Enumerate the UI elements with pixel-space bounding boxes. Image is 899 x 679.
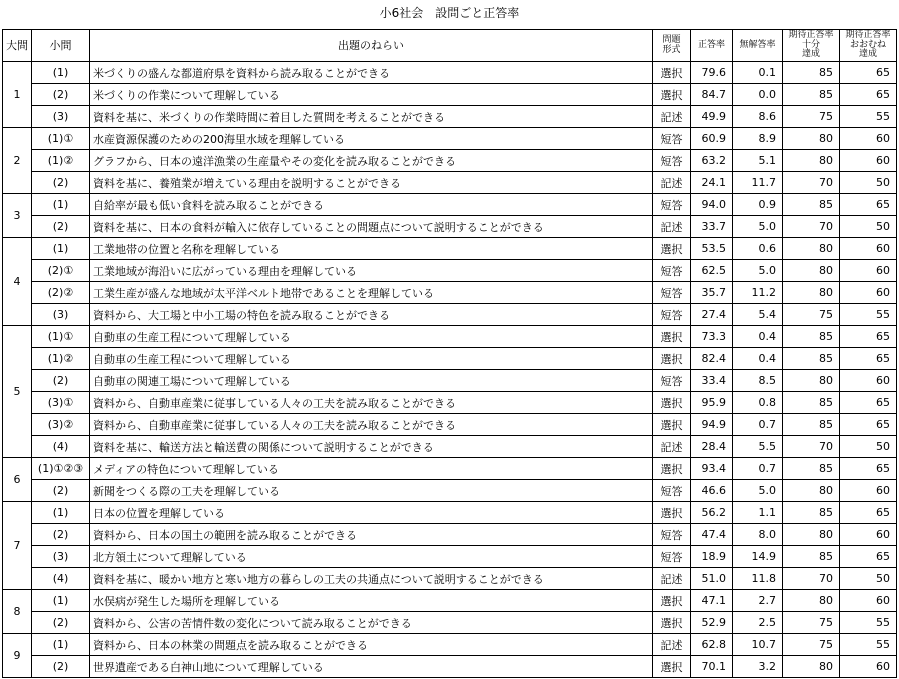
table-row xyxy=(3,524,897,546)
seito-cell: 33.4 xyxy=(691,370,733,392)
kitai-jubun-cell: 80 xyxy=(783,238,840,260)
sho-cell: (2) xyxy=(32,216,90,238)
seito-cell: 62.8 xyxy=(691,634,733,656)
nerai-cell: 資料を基に、日本の食料が輸入に依存していることの問題点について説明することができる xyxy=(90,216,653,238)
kitai-jubun-cell: 85 xyxy=(783,194,840,216)
kitai-oomune-cell: 60 xyxy=(840,260,897,282)
table-row xyxy=(3,238,897,260)
kitai-oomune-cell: 50 xyxy=(840,436,897,458)
table-row xyxy=(3,304,897,326)
kitai-jubun-cell: 85 xyxy=(783,84,840,106)
sho-cell: (2) xyxy=(32,612,90,634)
table-row xyxy=(3,436,897,458)
kitai-jubun-cell: 80 xyxy=(783,524,840,546)
sho-cell: (2) xyxy=(32,172,90,194)
kitai-jubun-cell: 80 xyxy=(783,282,840,304)
kitai-oomune-cell: 65 xyxy=(840,392,897,414)
keishiki-cell: 選択 xyxy=(653,458,691,480)
nerai-cell: 資料から、自動車産業に従事している人々の工夫を読み取ることができる xyxy=(90,392,653,414)
nerai-cell: 資料から、自動車産業に従事している人々の工夫を読み取ることができる xyxy=(90,414,653,436)
muto-cell: 3.2 xyxy=(733,656,783,678)
table-row xyxy=(3,150,897,172)
nerai-cell: 工業地域が海沿いに広がっている理由を理解している xyxy=(90,260,653,282)
keishiki-cell: 短答 xyxy=(653,304,691,326)
keishiki-cell: 選択 xyxy=(653,326,691,348)
dai-cell: 2 xyxy=(3,128,32,194)
keishiki-cell: 選択 xyxy=(653,84,691,106)
table-row xyxy=(3,612,897,634)
kitai-jubun-cell: 85 xyxy=(783,348,840,370)
table-row xyxy=(3,634,897,656)
muto-cell: 8.0 xyxy=(733,524,783,546)
nerai-cell: 資料から、日本の国土の範囲を読み取ることができる xyxy=(90,524,653,546)
sho-cell: (2) xyxy=(32,656,90,678)
seito-cell: 56.2 xyxy=(691,502,733,524)
seito-cell: 70.1 xyxy=(691,656,733,678)
kitai-jubun-cell: 80 xyxy=(783,590,840,612)
sho-cell: (3) xyxy=(32,304,90,326)
keishiki-cell: 選択 xyxy=(653,348,691,370)
nerai-cell: 資料を基に、米づくりの作業時間に着目した質問を考えることができる xyxy=(90,106,653,128)
score-table xyxy=(2,29,897,678)
muto-cell: 0.7 xyxy=(733,458,783,480)
dai-cell: 7 xyxy=(3,502,32,590)
kitai-oomune-cell: 60 xyxy=(840,480,897,502)
header-nerai: 出題のねらい xyxy=(90,30,653,62)
dai-cell: 8 xyxy=(3,590,32,634)
nerai-cell: 工業地帯の位置と名称を理解している xyxy=(90,238,653,260)
kitai-jubun-cell: 70 xyxy=(783,216,840,238)
kitai-oomune-cell: 55 xyxy=(840,612,897,634)
keishiki-cell: 短答 xyxy=(653,194,691,216)
muto-cell: 0.0 xyxy=(733,84,783,106)
kitai-oomune-cell: 65 xyxy=(840,62,897,84)
sho-cell: (3) xyxy=(32,546,90,568)
table-row xyxy=(3,656,897,678)
kitai-oomune-cell: 55 xyxy=(840,634,897,656)
kitai-oomune-cell: 50 xyxy=(840,172,897,194)
nerai-cell: 資料を基に、暖かい地方と寒い地方の暮らしの工夫の共通点について説明することができる xyxy=(90,568,653,590)
muto-cell: 8.9 xyxy=(733,128,783,150)
keishiki-cell: 短答 xyxy=(653,128,691,150)
keishiki-cell: 選択 xyxy=(653,392,691,414)
table-row xyxy=(3,62,897,84)
nerai-cell: 水産資源保護のための200海里水域を理解している xyxy=(90,128,653,150)
page-title: 小6社会 設問ごと正答率 xyxy=(379,6,520,20)
table-row xyxy=(3,502,897,524)
kitai-jubun-cell: 75 xyxy=(783,106,840,128)
kitai-jubun-cell: 75 xyxy=(783,304,840,326)
muto-cell: 10.7 xyxy=(733,634,783,656)
table-row xyxy=(3,590,897,612)
kitai-oomune-cell: 60 xyxy=(840,656,897,678)
seito-cell: 79.6 xyxy=(691,62,733,84)
muto-cell: 0.4 xyxy=(733,348,783,370)
seito-cell: 49.9 xyxy=(691,106,733,128)
sho-cell: (3)① xyxy=(32,392,90,414)
sho-cell: (1) xyxy=(32,238,90,260)
keishiki-cell: 記述 xyxy=(653,106,691,128)
header-sho: 小問 xyxy=(32,30,90,62)
nerai-cell: 資料から、日本の林業の問題点を読み取ることができる xyxy=(90,634,653,656)
sho-cell: (4) xyxy=(32,568,90,590)
kitai-oomune-cell: 60 xyxy=(840,282,897,304)
table-body xyxy=(3,62,897,678)
sho-cell: (2)② xyxy=(32,282,90,304)
muto-cell: 0.6 xyxy=(733,238,783,260)
muto-cell: 2.7 xyxy=(733,590,783,612)
kitai-oomune-cell: 60 xyxy=(840,238,897,260)
kitai-jubun-cell: 85 xyxy=(783,62,840,84)
keishiki-cell: 短答 xyxy=(653,546,691,568)
sho-cell: (3) xyxy=(32,106,90,128)
seito-cell: 46.6 xyxy=(691,480,733,502)
nerai-cell: 北方領土について理解している xyxy=(90,546,653,568)
nerai-cell: 世界遺産である白神山地について理解している xyxy=(90,656,653,678)
muto-cell: 5.5 xyxy=(733,436,783,458)
seito-cell: 33.7 xyxy=(691,216,733,238)
kitai-jubun-cell: 80 xyxy=(783,128,840,150)
sho-cell: (2)① xyxy=(32,260,90,282)
keishiki-cell: 短答 xyxy=(653,480,691,502)
nerai-cell: 日本の位置を理解している xyxy=(90,502,653,524)
seito-cell: 93.4 xyxy=(691,458,733,480)
sho-cell: (2) xyxy=(32,524,90,546)
dai-cell: 6 xyxy=(3,458,32,502)
table-row xyxy=(3,414,897,436)
muto-cell: 11.8 xyxy=(733,568,783,590)
nerai-cell: 米づくりの作業について理解している xyxy=(90,84,653,106)
keishiki-cell: 短答 xyxy=(653,282,691,304)
kitai-oomune-cell: 60 xyxy=(840,590,897,612)
keishiki-cell: 選択 xyxy=(653,590,691,612)
keishiki-cell: 記述 xyxy=(653,436,691,458)
muto-cell: 2.5 xyxy=(733,612,783,634)
seito-cell: 94.9 xyxy=(691,414,733,436)
table-row xyxy=(3,392,897,414)
keishiki-cell: 選択 xyxy=(653,656,691,678)
sho-cell: (1) xyxy=(32,194,90,216)
kitai-jubun-cell: 75 xyxy=(783,634,840,656)
sho-cell: (1) xyxy=(32,62,90,84)
sho-cell: (1)② xyxy=(32,150,90,172)
table-row xyxy=(3,106,897,128)
keishiki-cell: 選択 xyxy=(653,502,691,524)
sho-cell: (4) xyxy=(32,436,90,458)
table-row xyxy=(3,370,897,392)
table-row xyxy=(3,458,897,480)
table-row xyxy=(3,568,897,590)
kitai-jubun-cell: 85 xyxy=(783,458,840,480)
kitai-oomune-cell: 65 xyxy=(840,414,897,436)
seito-cell: 94.0 xyxy=(691,194,733,216)
seito-cell: 35.7 xyxy=(691,282,733,304)
muto-cell: 1.1 xyxy=(733,502,783,524)
kitai-oomune-cell: 65 xyxy=(840,458,897,480)
table-row xyxy=(3,84,897,106)
keishiki-cell: 選択 xyxy=(653,62,691,84)
muto-cell: 0.9 xyxy=(733,194,783,216)
kitai-jubun-cell: 85 xyxy=(783,392,840,414)
kitai-oomune-cell: 50 xyxy=(840,568,897,590)
table-row xyxy=(3,282,897,304)
kitai-jubun-cell: 80 xyxy=(783,656,840,678)
nerai-cell: 自給率が最も低い食料を読み取ることができる xyxy=(90,194,653,216)
sho-cell: (3)② xyxy=(32,414,90,436)
keishiki-cell: 短答 xyxy=(653,150,691,172)
muto-cell: 11.7 xyxy=(733,172,783,194)
nerai-cell: 資料から、公害の苦情件数の変化について読み取ることができる xyxy=(90,612,653,634)
seito-cell: 82.4 xyxy=(691,348,733,370)
header-seito: 正答率 xyxy=(691,30,733,62)
seito-cell: 62.5 xyxy=(691,260,733,282)
table-row xyxy=(3,546,897,568)
header-muto: 無解答率 xyxy=(733,30,783,62)
kitai-jubun-cell: 85 xyxy=(783,546,840,568)
sho-cell: (1) xyxy=(32,590,90,612)
table-row xyxy=(3,348,897,370)
nerai-cell: 米づくりの盛んな都道府県を資料から読み取ることができる xyxy=(90,62,653,84)
keishiki-cell: 選択 xyxy=(653,238,691,260)
seito-cell: 95.9 xyxy=(691,392,733,414)
nerai-cell: 自動車の関連工場について理解している xyxy=(90,370,653,392)
dai-cell: 5 xyxy=(3,326,32,458)
kitai-jubun-cell: 70 xyxy=(783,172,840,194)
muto-cell: 5.0 xyxy=(733,216,783,238)
dai-cell: 1 xyxy=(3,62,32,128)
table-row xyxy=(3,260,897,282)
seito-cell: 52.9 xyxy=(691,612,733,634)
muto-cell: 0.8 xyxy=(733,392,783,414)
table-row xyxy=(3,128,897,150)
seito-cell: 28.4 xyxy=(691,436,733,458)
kitai-jubun-cell: 80 xyxy=(783,370,840,392)
kitai-jubun-cell: 70 xyxy=(783,568,840,590)
kitai-jubun-cell: 70 xyxy=(783,436,840,458)
keishiki-cell: 選択 xyxy=(653,612,691,634)
muto-cell: 5.4 xyxy=(733,304,783,326)
muto-cell: 0.7 xyxy=(733,414,783,436)
kitai-oomune-cell: 65 xyxy=(840,348,897,370)
dai-cell: 3 xyxy=(3,194,32,238)
sho-cell: (1)① xyxy=(32,128,90,150)
seito-cell: 53.5 xyxy=(691,238,733,260)
keishiki-cell: 記述 xyxy=(653,216,691,238)
kitai-oomune-cell: 60 xyxy=(840,370,897,392)
dai-cell: 9 xyxy=(3,634,32,678)
muto-cell: 5.1 xyxy=(733,150,783,172)
muto-cell: 8.6 xyxy=(733,106,783,128)
muto-cell: 5.0 xyxy=(733,480,783,502)
table-row xyxy=(3,480,897,502)
nerai-cell: 資料を基に、輸送方法と輸送費の関係について説明することができる xyxy=(90,436,653,458)
nerai-cell: 資料から、大工場と中小工場の特色を読み取ることができる xyxy=(90,304,653,326)
table-row xyxy=(3,326,897,348)
table-row xyxy=(3,194,897,216)
nerai-cell: 自動車の生産工程について理解している xyxy=(90,326,653,348)
kitai-oomune-cell: 65 xyxy=(840,194,897,216)
dai-cell: 4 xyxy=(3,238,32,326)
seito-cell: 47.4 xyxy=(691,524,733,546)
keishiki-cell: 記述 xyxy=(653,634,691,656)
muto-cell: 0.1 xyxy=(733,62,783,84)
sho-cell: (1)② xyxy=(32,348,90,370)
sho-cell: (1) xyxy=(32,502,90,524)
sho-cell: (2) xyxy=(32,84,90,106)
kitai-jubun-cell: 85 xyxy=(783,414,840,436)
table-row xyxy=(3,216,897,238)
muto-cell: 8.5 xyxy=(733,370,783,392)
seito-cell: 47.1 xyxy=(691,590,733,612)
kitai-jubun-cell: 75 xyxy=(783,612,840,634)
seito-cell: 63.2 xyxy=(691,150,733,172)
seito-cell: 84.7 xyxy=(691,84,733,106)
kitai-oomune-cell: 65 xyxy=(840,546,897,568)
nerai-cell: 自動車の生産工程について理解している xyxy=(90,348,653,370)
sho-cell: (2) xyxy=(32,480,90,502)
seito-cell: 24.1 xyxy=(691,172,733,194)
nerai-cell: 工業生産が盛んな地域が太平洋ベルト地帯であることを理解している xyxy=(90,282,653,304)
nerai-cell: グラフから、日本の遠洋漁業の生産量やその変化を読み取ることができる xyxy=(90,150,653,172)
seito-cell: 60.9 xyxy=(691,128,733,150)
seito-cell: 18.9 xyxy=(691,546,733,568)
table-row xyxy=(3,172,897,194)
muto-cell: 14.9 xyxy=(733,546,783,568)
header-kitai-jubun: 期待正答率 十分 達成 xyxy=(783,30,840,62)
header-kitai-oomune: 期待正答率 おおむね 達成 xyxy=(840,30,897,62)
keishiki-cell: 選択 xyxy=(653,414,691,436)
sho-cell: (2) xyxy=(32,370,90,392)
keishiki-cell: 記述 xyxy=(653,568,691,590)
header-keishiki: 問題 形式 xyxy=(653,30,691,62)
kitai-oomune-cell: 60 xyxy=(840,524,897,546)
kitai-oomune-cell: 65 xyxy=(840,326,897,348)
nerai-cell: 新聞をつくる際の工夫を理解している xyxy=(90,480,653,502)
muto-cell: 11.2 xyxy=(733,282,783,304)
kitai-oomune-cell: 65 xyxy=(840,84,897,106)
muto-cell: 0.4 xyxy=(733,326,783,348)
keishiki-cell: 記述 xyxy=(653,172,691,194)
kitai-oomune-cell: 60 xyxy=(840,128,897,150)
keishiki-cell: 短答 xyxy=(653,370,691,392)
kitai-jubun-cell: 80 xyxy=(783,480,840,502)
seito-cell: 51.0 xyxy=(691,568,733,590)
seito-cell: 73.3 xyxy=(691,326,733,348)
nerai-cell: 資料を基に、養殖業が増えている理由を説明することができる xyxy=(90,172,653,194)
kitai-oomune-cell: 55 xyxy=(840,304,897,326)
keishiki-cell: 短答 xyxy=(653,524,691,546)
nerai-cell: メディアの特色について理解している xyxy=(90,458,653,480)
kitai-jubun-cell: 85 xyxy=(783,326,840,348)
kitai-jubun-cell: 80 xyxy=(783,260,840,282)
muto-cell: 5.0 xyxy=(733,260,783,282)
header-dai: 大問 xyxy=(3,30,32,62)
header-row xyxy=(3,30,897,62)
kitai-oomune-cell: 50 xyxy=(840,216,897,238)
sho-cell: (1)① xyxy=(32,326,90,348)
kitai-oomune-cell: 65 xyxy=(840,502,897,524)
nerai-cell: 水俣病が発生した場所を理解している xyxy=(90,590,653,612)
sho-cell: (1) xyxy=(32,634,90,656)
sho-cell: (1)①②③ xyxy=(32,458,90,480)
kitai-oomune-cell: 60 xyxy=(840,150,897,172)
kitai-jubun-cell: 80 xyxy=(783,150,840,172)
keishiki-cell: 短答 xyxy=(653,260,691,282)
seito-cell: 27.4 xyxy=(691,304,733,326)
kitai-oomune-cell: 55 xyxy=(840,106,897,128)
kitai-jubun-cell: 85 xyxy=(783,502,840,524)
